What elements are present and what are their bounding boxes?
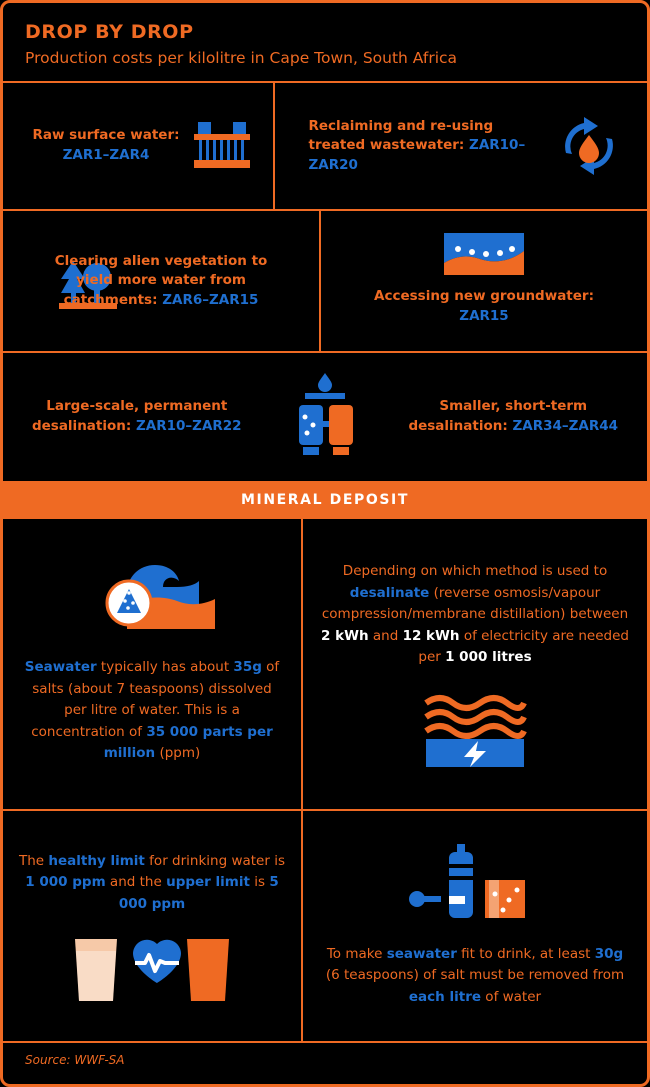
bottle-salt-icon	[405, 840, 545, 926]
cost-text-3: Accessing new groundwater:	[374, 288, 594, 305]
fact-cell-desalination-energy	[301, 519, 647, 809]
cost-value-0: ZAR1–ZAR4	[62, 147, 150, 163]
dam-icon	[190, 116, 254, 176]
cost-value-1: ZAR10–ZAR20	[308, 137, 526, 173]
cost-text-0: Raw surface water:	[32, 127, 180, 144]
cost-label-raw-surface-water	[22, 120, 189, 171]
cost-label-new-groundwater	[364, 281, 604, 332]
desalination-plant-icon	[271, 367, 380, 467]
fact-cell-seawater-salinity	[3, 519, 301, 809]
cost-text-2: Clearing alien vegetation to yield more water from catchments:	[54, 252, 268, 308]
cost-value-3: ZAR15	[459, 308, 509, 324]
cost-text-5: Smaller, short-term desalination:	[408, 398, 588, 434]
fact-row-2	[3, 809, 647, 1041]
cost-label-small-desalination	[379, 391, 647, 442]
fact-cell-drinking-limits	[3, 809, 301, 1041]
cost-cell-alien-vegetation	[3, 209, 319, 351]
fact-text-seawater-salinity: Seawater typically has about 35g of salts (about 7 teaspoons) dissolved per litre of water. This is a concentration of 35 000 parts per million (ppm)	[24, 659, 280, 762]
glasses-heart-icon	[67, 931, 237, 1005]
fact-cell-salt-removal	[301, 809, 647, 1041]
page-title: DROP BY DROP	[25, 21, 194, 43]
cost-label-alien-vegetation	[44, 246, 279, 317]
cost-label-reclaimed-wastewater	[299, 111, 554, 182]
header	[3, 3, 647, 81]
fact-row-1	[3, 519, 647, 809]
cost-cell-reclaimed-wastewater	[273, 81, 647, 209]
cost-row-3	[3, 351, 647, 481]
source-footer: Source: WWF-SA	[3, 1041, 647, 1067]
fact-text-drinking-limits: The healthy limit for drinking water is 1 000 ppm and the upper limit is 5 000 ppm	[19, 852, 285, 912]
cost-text-1: Reclaiming and re-using treated wastewater:	[308, 117, 494, 154]
cost-value-4: ZAR10–ZAR22	[135, 418, 242, 434]
fact-text-salt-removal: To make seawater fit to drink, at least 30g (6 teaspoons) of salt must be removed from each litre of water	[325, 945, 625, 1005]
cost-cell-desalination	[3, 351, 647, 481]
cost-cell-new-groundwater	[319, 209, 647, 351]
cost-label-large-desalination	[3, 391, 271, 442]
groundwater-icon	[432, 229, 536, 281]
wave-salt-icon	[87, 559, 217, 639]
cost-cell-raw-surface-water	[3, 81, 273, 209]
page-subtitle: Production costs per kilolitre in Cape Town, South Africa	[25, 49, 458, 67]
cost-row-2	[3, 209, 647, 351]
cost-row-1	[3, 81, 647, 209]
fact-text-desalination-energy: Depending on which method is used to desalinate (reverse osmosis/vapour compression/membrane distillation) between 2 kWh and 12 kWh of electricity are needed per 1 000 litres	[321, 563, 629, 666]
cost-value-2: ZAR6–ZAR15	[162, 291, 259, 308]
mineral-deposit-banner: MINERAL DEPOSIT	[3, 481, 647, 519]
cost-text-4: Large-scale, permanent desalination:	[31, 398, 228, 434]
cost-value-5: ZAR34–ZAR44	[512, 418, 619, 434]
recycle-water-icon	[554, 113, 624, 179]
electric-wave-icon	[420, 691, 530, 771]
